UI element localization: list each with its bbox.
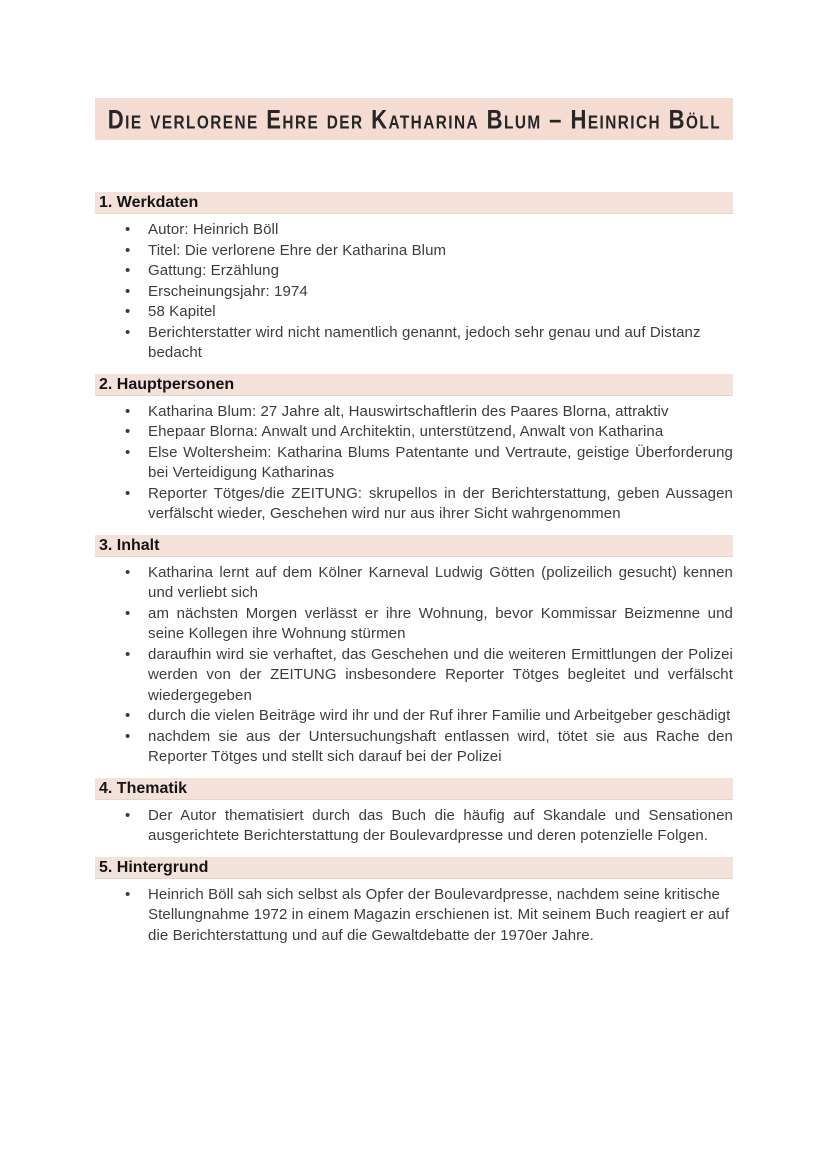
bullet-list	[95, 563, 733, 768]
bullet-list	[95, 885, 733, 947]
bullet-list	[95, 220, 733, 364]
list-item: • am nächsten Morgen verlässt er ihre Wohnung, bevor Kommissar Beizmenne und seine Kollegen ihre Wohnung stürmen	[95, 604, 733, 645]
page-title: Die verlorene Ehre der Katharina Blum – Heinrich Böll	[107, 103, 721, 134]
section-thematik	[95, 778, 733, 847]
bullet-list	[95, 402, 733, 525]
section-heading-inhalt: 3. Inhalt	[95, 535, 733, 557]
list-item: • Else Woltersheim: Katharina Blums Patentante und Vertraute, geistige Überforderung bei Verteidigung Katharinas	[95, 443, 733, 484]
title-banner	[95, 98, 733, 140]
section-inhalt	[95, 535, 733, 768]
document-content	[95, 98, 733, 956]
list-item: • Heinrich Böll sah sich selbst als Opfer der Boulevardpresse, nachdem seine kritische Stellungnahme 1972 in einem Magazin erschienen ist. Mit seinem Buch reagiert er auf die Berichterstattung und auf die Gewaltdebatte der 1970er Jahre.	[95, 885, 733, 947]
section-hauptpersonen	[95, 374, 733, 525]
list-item: • Reporter Tötges/die ZEITUNG: skrupellos in der Berichterstattung, geben Aussagen verfälscht wieder, Geschehen wird nur aus ihrer Sicht wahrgenommen	[95, 484, 733, 525]
bullet-list	[95, 806, 733, 847]
list-item: • Ehepaar Blorna: Anwalt und Architektin, unterstützend, Anwalt von Katharina	[95, 422, 733, 443]
section-hintergrund	[95, 857, 733, 947]
section-heading-hintergrund: 5. Hintergrund	[95, 857, 733, 879]
list-item: • Gattung: Erzählung	[95, 261, 733, 282]
list-item: • Autor: Heinrich Böll	[95, 220, 733, 241]
list-item: • durch die vielen Beiträge wird ihr und der Ruf ihrer Familie und Arbeitgeber geschädigt	[95, 706, 733, 727]
list-item: • Erscheinungsjahr: 1974	[95, 282, 733, 303]
list-item: • Berichterstatter wird nicht namentlich genannt, jedoch sehr genau und auf Distanz bedacht	[95, 323, 733, 364]
section-werkdaten	[95, 192, 733, 364]
list-item: • daraufhin wird sie verhaftet, das Geschehen und die weiteren Ermittlungen der Polizei werden von der ZEITUNG insbesondere Reporter Tötges begleitet und verfälscht wiedergegeben	[95, 645, 733, 707]
section-heading-hauptpersonen: 2. Hauptpersonen	[95, 374, 733, 396]
list-item: • Titel: Die verlorene Ehre der Katharina Blum	[95, 241, 733, 262]
list-item: • nachdem sie aus der Untersuchungshaft entlassen wird, tötet sie aus Rache den Reporter Tötges und stellt sich darauf bei der Polizei	[95, 727, 733, 768]
section-heading-thematik: 4. Thematik	[95, 778, 733, 800]
list-item: • Katharina Blum: 27 Jahre alt, Hauswirtschaftlerin des Paares Blorna, attraktiv	[95, 402, 733, 423]
list-item: • 58 Kapitel	[95, 302, 733, 323]
section-heading-werkdaten: 1. Werkdaten	[95, 192, 733, 214]
list-item: • Katharina lernt auf dem Kölner Karneval Ludwig Götten (polizeilich gesucht) kennen und verliebt sich	[95, 563, 733, 604]
list-item: • Der Autor thematisiert durch das Buch die häufig auf Skandale und Sensationen ausgerichtete Berichterstattung der Boulevardpresse und deren potenzielle Folgen.	[95, 806, 733, 847]
